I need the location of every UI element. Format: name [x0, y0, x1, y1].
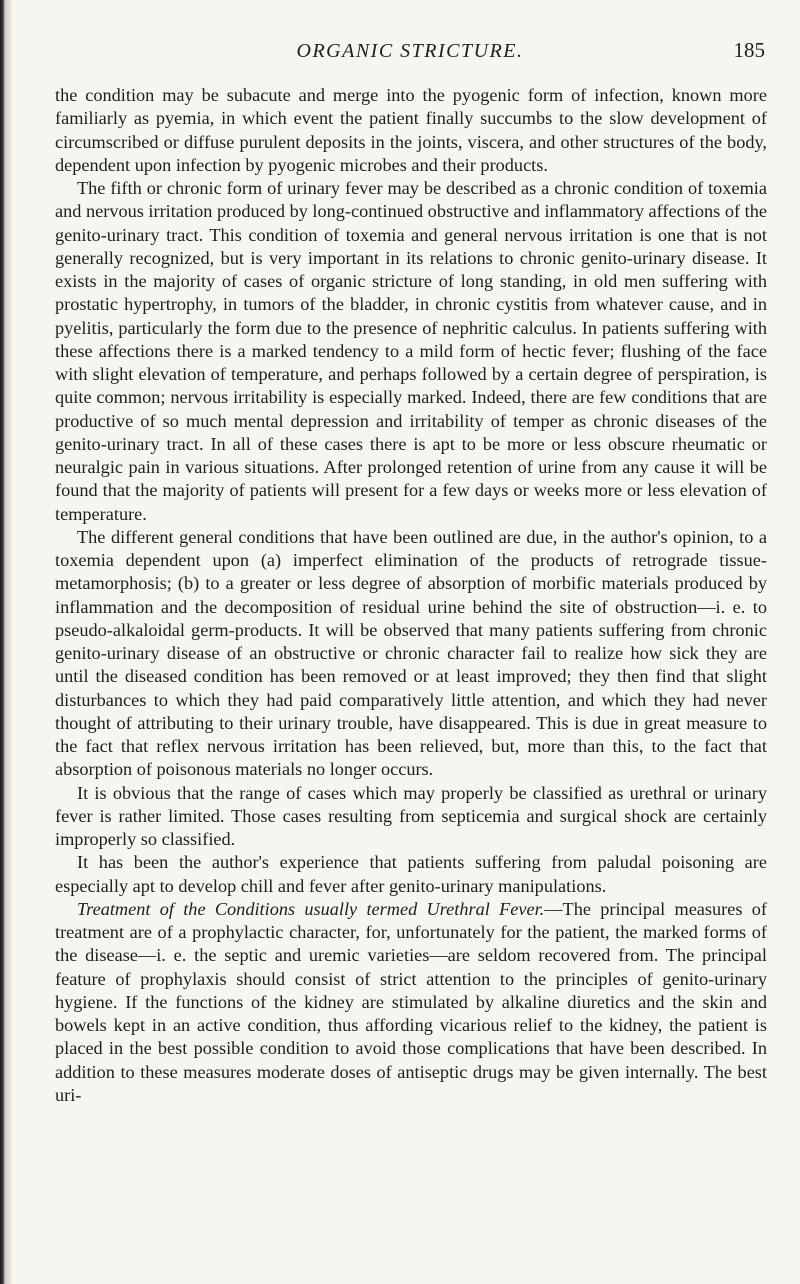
paragraph-paludal-poisoning: It has been the author's experience that patients suffering from paludal poisoning are especially apt to develop chill and fever after genito-urinary manipulations.: [55, 852, 767, 896]
paragraph-pyemia-continuation: the condition may be subacute and merge into the pyogenic form of infection, known more familiarly as pyemia, in which event the patient finally succumbs to the slow development of circumscribed or diffuse purulent deposits in the joints, viscera, and other structures of the body, dependent upon infection by pyogenic microbes and their products.: [55, 85, 767, 175]
page-binding-edge: [0, 0, 12, 1284]
paragraph-treatment: [55, 898, 767, 1107]
page-header: [55, 36, 765, 64]
paragraph-range-of-cases: It is obvious that the range of cases which may properly be classified as urethral or urinary fever is rather limited. Those cases resulting from septicemia and surgical shock are certainly improperly so classified.: [55, 782, 767, 849]
paragraph-toxemia-causes: The different general conditions that have been outlined are due, in the author's opinion, to a toxemia dependent upon (a) imperfect elimination of the products of retrograde tissue-metamorphosis; (b) to a greater or less degree of absorption of morbific materials produced by inflammation and the decomposition of residual urine behind the site of obstruction—i. e. to pseudo-alkaloidal germ-products. It will be observed that many patients suffering from chronic genito-urinary disease of an obstructive or chronic character fail to realize how sick they are until the diseased condition has been removed or at least improved; they then find that slight disturbances to which they had paid comparatively little attention, and which they had never thought of attributing to their urinary trouble, have disappeared. This is due in great measure to the fact that reflex nervous irritation has been relieved, but, more than this, to the fact that absorption of poisonous materials no longer occurs.: [55, 526, 767, 780]
body-text: [55, 84, 767, 1107]
paragraph-chronic-urinary-fever: The fifth or chronic form of urinary fever may be described as a chronic condition of toxemia and nervous irritation produced by long-continued obstructive and inflammatory affections of the genito-urinary tract. This condition of toxemia and general nervous irritation is one that is not generally recognized, but is very important in its relations to chronic genito-urinary disease. It exists in the majority of cases of organic stricture of long standing, in old men suffering with prostatic hypertrophy, in tumors of the bladder, in chronic cystitis from whatever cause, and in pyelitis, particularly the form due to the presence of nephritic calculus. In patients suffering with these affections there is a marked tendency to a mild form of hectic fever; flushing of the face with slight elevation of temperature, and perhaps followed by a certain degree of perspiration, is quite common; nervous irritability is especially marked. Indeed, there are few conditions that are productive of so much mental depression and irritability of temper as chronic diseases of the genito-urinary tract. In all of these cases there is apt to be more or less obscure rheumatic or neuralgic pain in various situations. After prolonged retention of urine from any cause it will be found that the majority of patients will present for a few days or weeks more or less elevation of temperature.: [55, 178, 767, 524]
page-number: 185: [733, 38, 765, 62]
treatment-heading: Treatment of the Conditions usually termed Urethral Fever.: [77, 898, 545, 919]
treatment-text: —The principal measures of treatment are of a prophylactic character, for, unfortunately for the patient, the marked forms of the disease—i. e. the septic and uremic varieties—are seldom recovered from. The principal feature of prophylaxis should consist of strict attention to the principles of genito-urinary hygiene. If the functions of the kidney are stimulated by alkaline diuretics and the skin and bowels kept in an active condition, thus affording vicarious relief to the kidney, the patient is placed in the best possible condition to avoid those complications that have been described. In addition to these measures moderate doses of antiseptic drugs may be given internally. The best uri-: [55, 898, 768, 1105]
running-title: ORGANIC STRICTURE.: [296, 40, 524, 62]
